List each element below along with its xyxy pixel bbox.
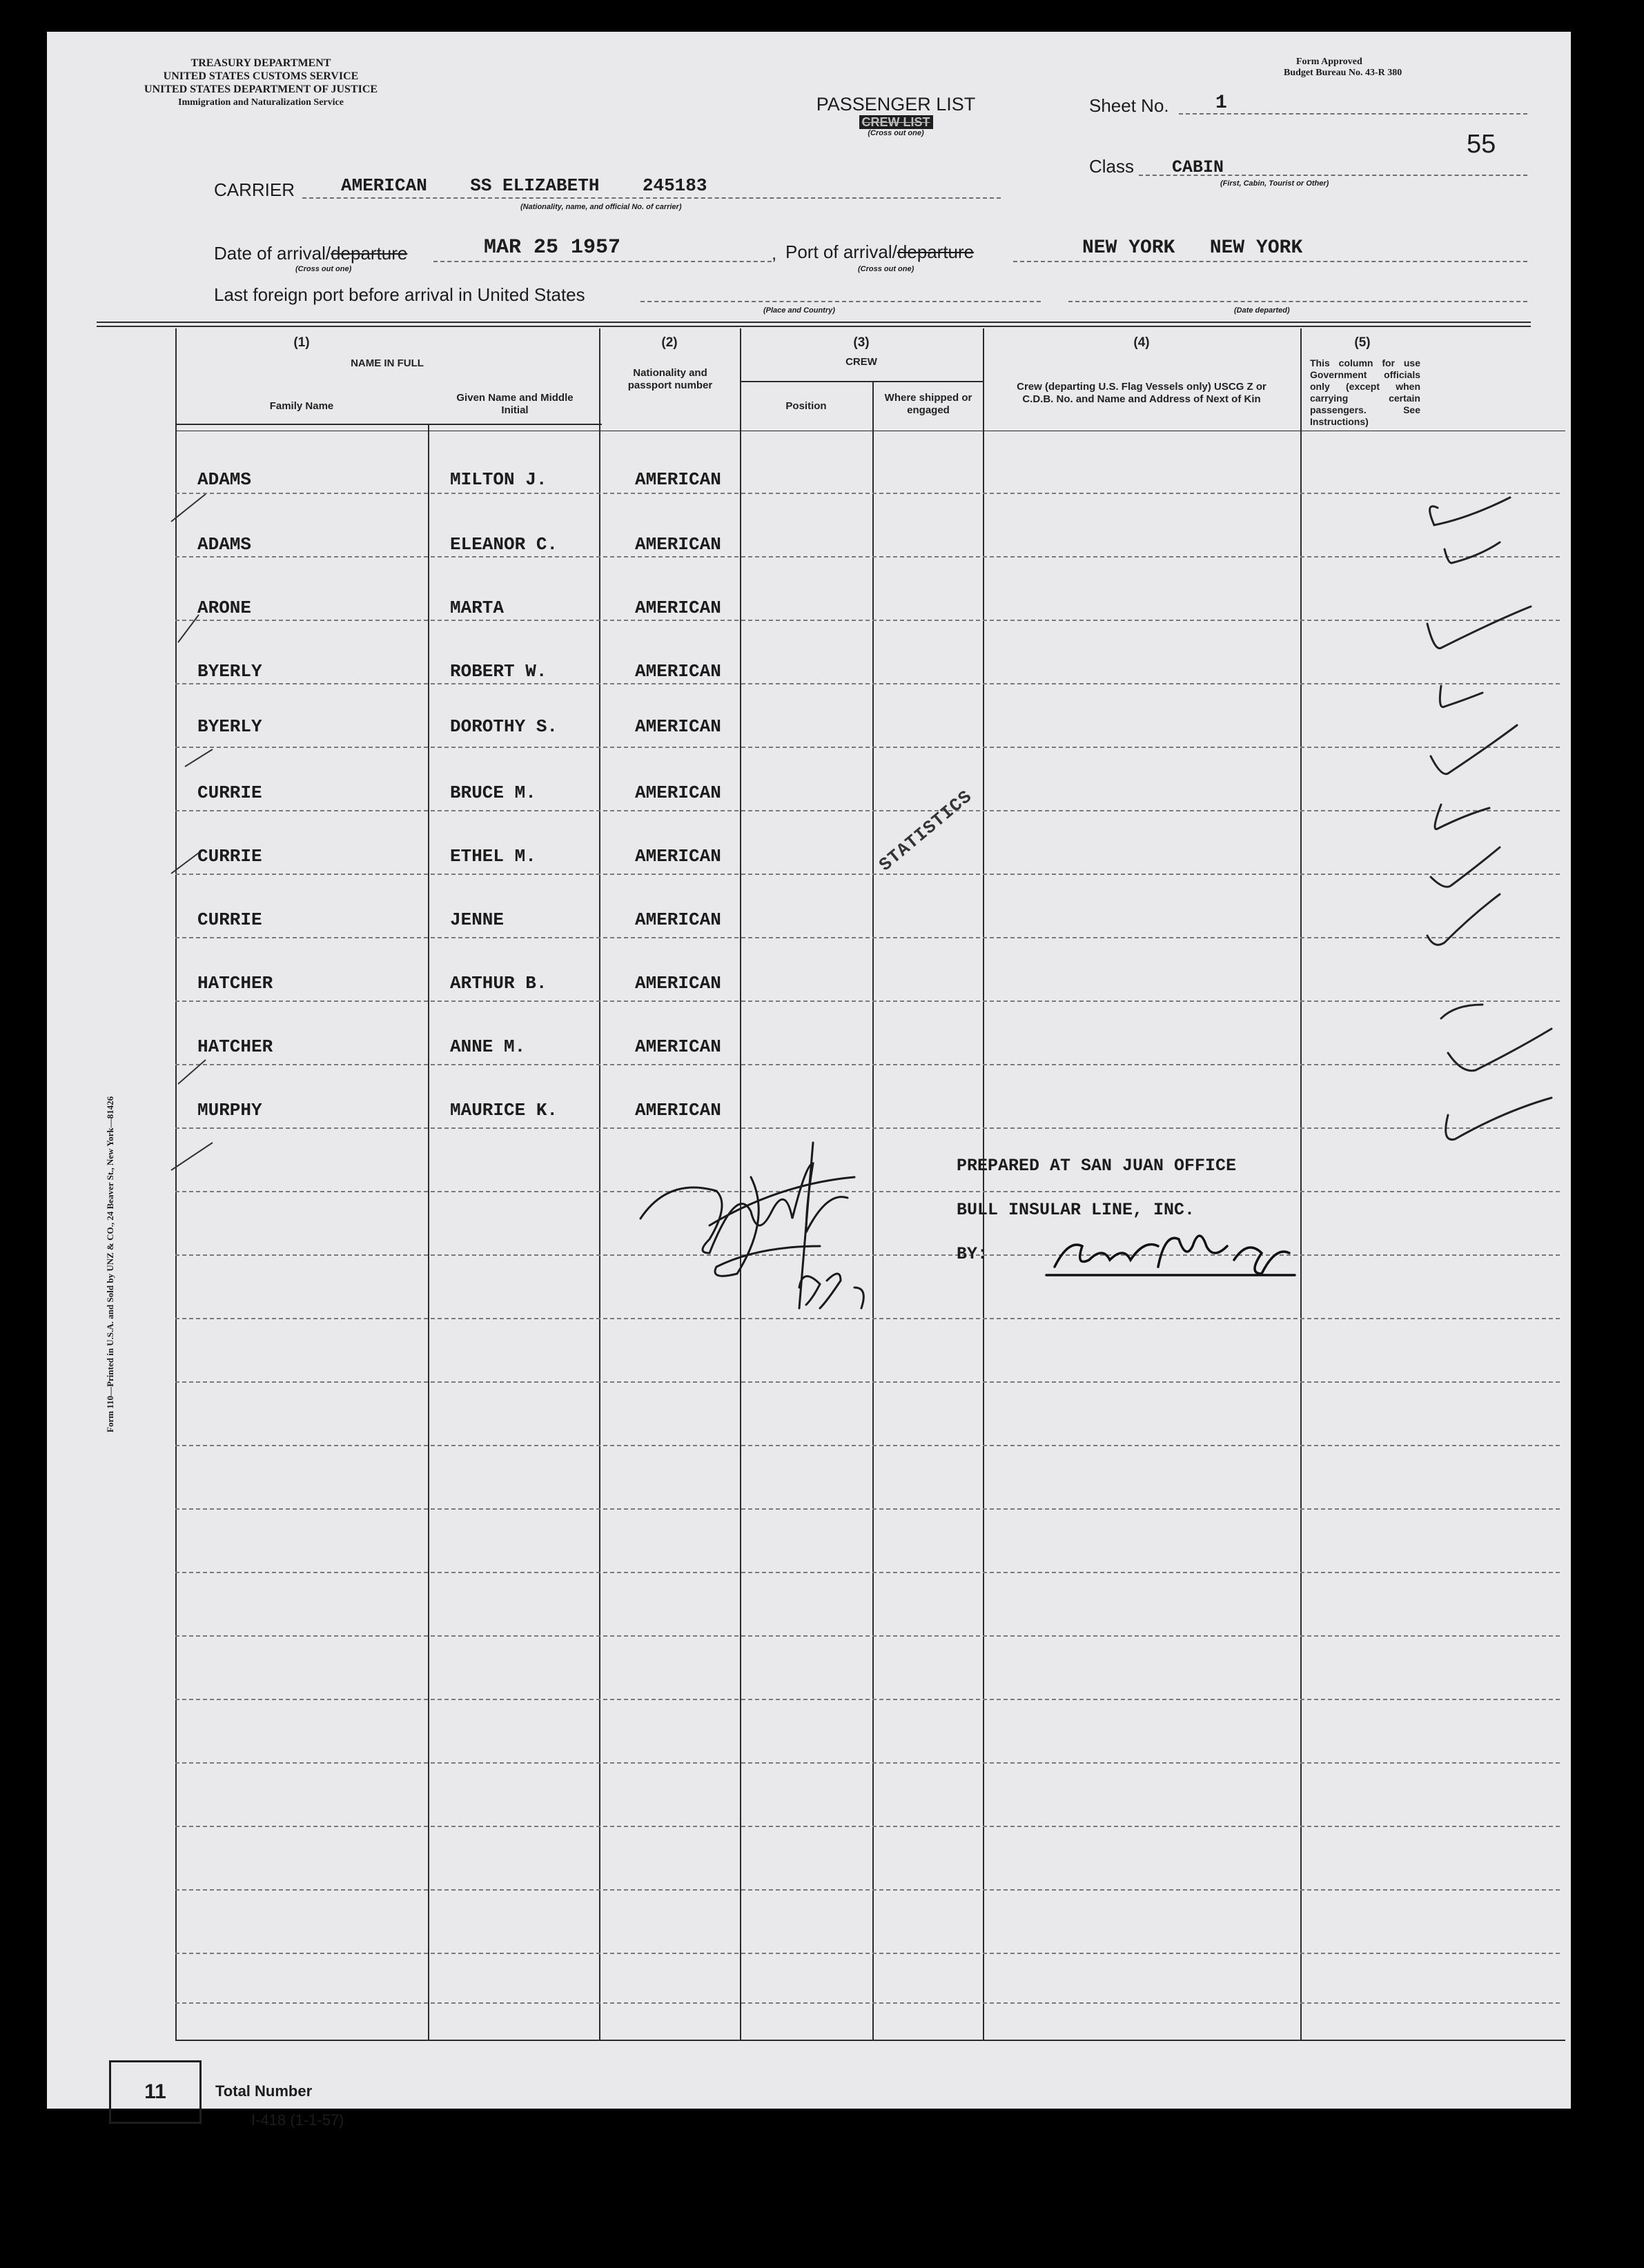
date-departed-hint: (Date departed) [1234,306,1290,315]
nationality: AMERICAN [635,846,721,867]
nationality: AMERICAN [635,469,721,490]
next-of-kin-header: Crew (departing U.S. Flag Vessels only) USCG Z or C.D.B. No. and Name and Address of Next of Kin [1017,381,1266,405]
sheet-label: Sheet No. [1089,95,1169,116]
given-name: ARTHUR B. [450,973,547,994]
row-line [175,2002,1560,2004]
col2-number: (2) [661,335,678,350]
given-name-header: Given Name and Middle Initial [456,392,574,416]
statistics-stamp: STATISTICS [875,786,977,876]
given-name: JENNE [450,909,505,930]
nationality: AMERICAN [635,1100,721,1121]
family-name: ADAMS [197,469,252,490]
given-name: ROBERT W. [450,661,547,682]
family-name: CURRIE [197,782,262,803]
check-marks [1303,446,1565,1163]
header-rule [97,322,1531,323]
nationality: AMERICAN [635,909,721,930]
form-approved [1284,57,1402,79]
comma: , [772,243,777,264]
head-rule [175,424,602,425]
class-value: CABIN [1172,157,1224,177]
carrier-label: CARRIER [214,179,295,200]
nationality: AMERICAN [635,973,721,994]
form-code: I-418 (1-1-57) [251,2111,344,2129]
head-rule [740,381,984,382]
col1-number: (1) [293,335,310,350]
port-value: NEW YORK NEW YORK [1082,237,1303,259]
col1-title: NAME IN FULL [351,357,424,369]
nationality: AMERICAN [635,598,721,618]
family-name: CURRIE [197,846,262,867]
crew-header: CREW [845,356,877,368]
family-name: HATCHER [197,973,273,994]
prepared-line2: BULL INSULAR LINE, INC. [957,1200,1195,1220]
total-count-box: 11 [109,2060,202,2124]
given-name: DOROTHY S. [450,716,558,737]
carrier-hint: (Nationality, name, and official No. of carrier) [520,203,682,211]
col-divider [428,425,429,2040]
form-approved-label: Form Approved [1296,57,1362,67]
row-line [175,1953,1560,1954]
class-label: Class [1089,156,1135,177]
row-line [175,1762,1560,1764]
nationality: AMERICAN [635,716,721,737]
family-name-header: Family Name [269,400,334,412]
nationality: AMERICAN [635,1036,721,1057]
check-mark-icon [1427,894,1500,945]
last-port-label: Last foreign port before arrival in United States [214,284,585,305]
printer-imprint: Form 110—Printed in U.S.A. and Sold by UNZ & CO., 24 Beaver St., New York—81426 [105,1096,115,1432]
given-name: MAURICE K. [450,1100,558,1121]
nationality: AMERICAN [635,534,721,555]
check-mark-icon [1427,607,1531,649]
agent-signature [1041,1225,1303,1288]
row-line [175,1826,1560,1827]
family-name: CURRIE [197,909,262,930]
budget-bureau: Budget Bureau No. 43-R 380 [1284,68,1402,78]
shipped-header: Where shipped or engaged [884,392,972,416]
given-name: ELEANOR C. [450,534,558,555]
check-mark-icon [1440,686,1482,707]
row-tick-marks [171,446,254,1177]
given-name: MILTON J. [450,469,547,490]
port-hint: (Cross out one) [858,265,914,273]
date-label [214,243,407,264]
cross-out-hint: (Cross out one) [868,129,924,137]
inspector-signature [620,1122,951,1343]
family-name: BYERLY [197,716,262,737]
port-line [1013,261,1527,262]
header-rule [97,326,1531,327]
date-label-departure: departure [331,243,408,264]
check-mark-icon [1448,1029,1552,1071]
family-name: ADAMS [197,534,252,555]
check-mark-icon [1431,725,1517,774]
sheet-value: 1 [1215,92,1227,114]
row-line [175,1445,1560,1446]
nationality-header: Nationality and passport number [627,367,713,391]
check-mark-icon [1435,805,1489,829]
date-hint: (Cross out one) [295,265,352,273]
col3-number: (3) [853,335,870,350]
row-line [175,1635,1560,1637]
carrier-value: AMERICAN SS ELIZABETH 245183 [341,175,707,196]
title-block [765,94,1027,137]
government-use-header: This column for use Government officials only (except when carrying certain passengers. See Instructions) [1310,357,1420,427]
given-name: ETHEL M. [450,846,536,867]
total-label: Total Number [215,2082,313,2100]
given-name: MARTA [450,598,505,618]
nationality: AMERICAN [635,782,721,803]
nationality: AMERICAN [635,661,721,682]
date-label-arrival: Date of arrival/ [214,243,331,264]
row-line [175,1889,1560,1891]
check-mark-icon [1445,542,1500,563]
last-port-line [640,301,1041,302]
dept-line: TREASURY DEPARTMENT [190,57,331,69]
date-line [433,261,772,262]
sheet-line [1179,113,1527,115]
prepared-line1: PREPARED AT SAN JUAN OFFICE [957,1156,1237,1176]
col-divider [1300,328,1302,2040]
page-number: 55 [1467,130,1496,159]
dept-line: Immigration and Naturalization Service [178,97,344,108]
row-line [175,1572,1560,1573]
family-name: MURPHY [197,1100,262,1121]
port-label-arrival: Port of arrival/ [785,241,897,262]
dept-line: UNITED STATES CUSTOMS SERVICE [163,70,359,82]
family-name: HATCHER [197,1036,273,1057]
check-mark-icon [1430,497,1510,525]
port-label-departure: departure [897,241,975,262]
department-block [47,57,475,109]
family-name: ARONE [197,598,252,618]
table-bottom-border [175,2040,1565,2041]
check-mark-icon [1431,847,1500,887]
dept-line: UNITED STATES DEPARTMENT OF JUSTICE [144,83,378,95]
check-mark-icon [1441,1005,1482,1018]
passenger-list-form [47,32,1571,2129]
col-divider [599,328,600,2040]
place-hint: (Place and Country) [763,306,835,315]
col5-number: (5) [1354,335,1371,350]
col4-number: (4) [1133,335,1150,350]
row-line [175,1381,1560,1383]
row-line [175,1508,1560,1510]
date-value: MAR 25 1957 [484,236,621,259]
class-hint: (First, Cabin, Tourist or Other) [1220,179,1329,188]
position-header: Position [785,400,827,412]
prepared-by: BY: [957,1244,988,1264]
page-title: PASSENGER LIST [816,94,976,115]
crew-list-crossed: CREW LIST [859,115,933,129]
check-mark-icon [1446,1098,1552,1140]
carrier-line [302,197,1001,199]
given-name: ANNE M. [450,1036,526,1057]
given-name: BRUCE M. [450,782,536,803]
family-name: BYERLY [197,661,262,682]
row-line [175,1699,1560,1700]
date-departed-line [1068,301,1527,302]
port-label [785,241,974,263]
